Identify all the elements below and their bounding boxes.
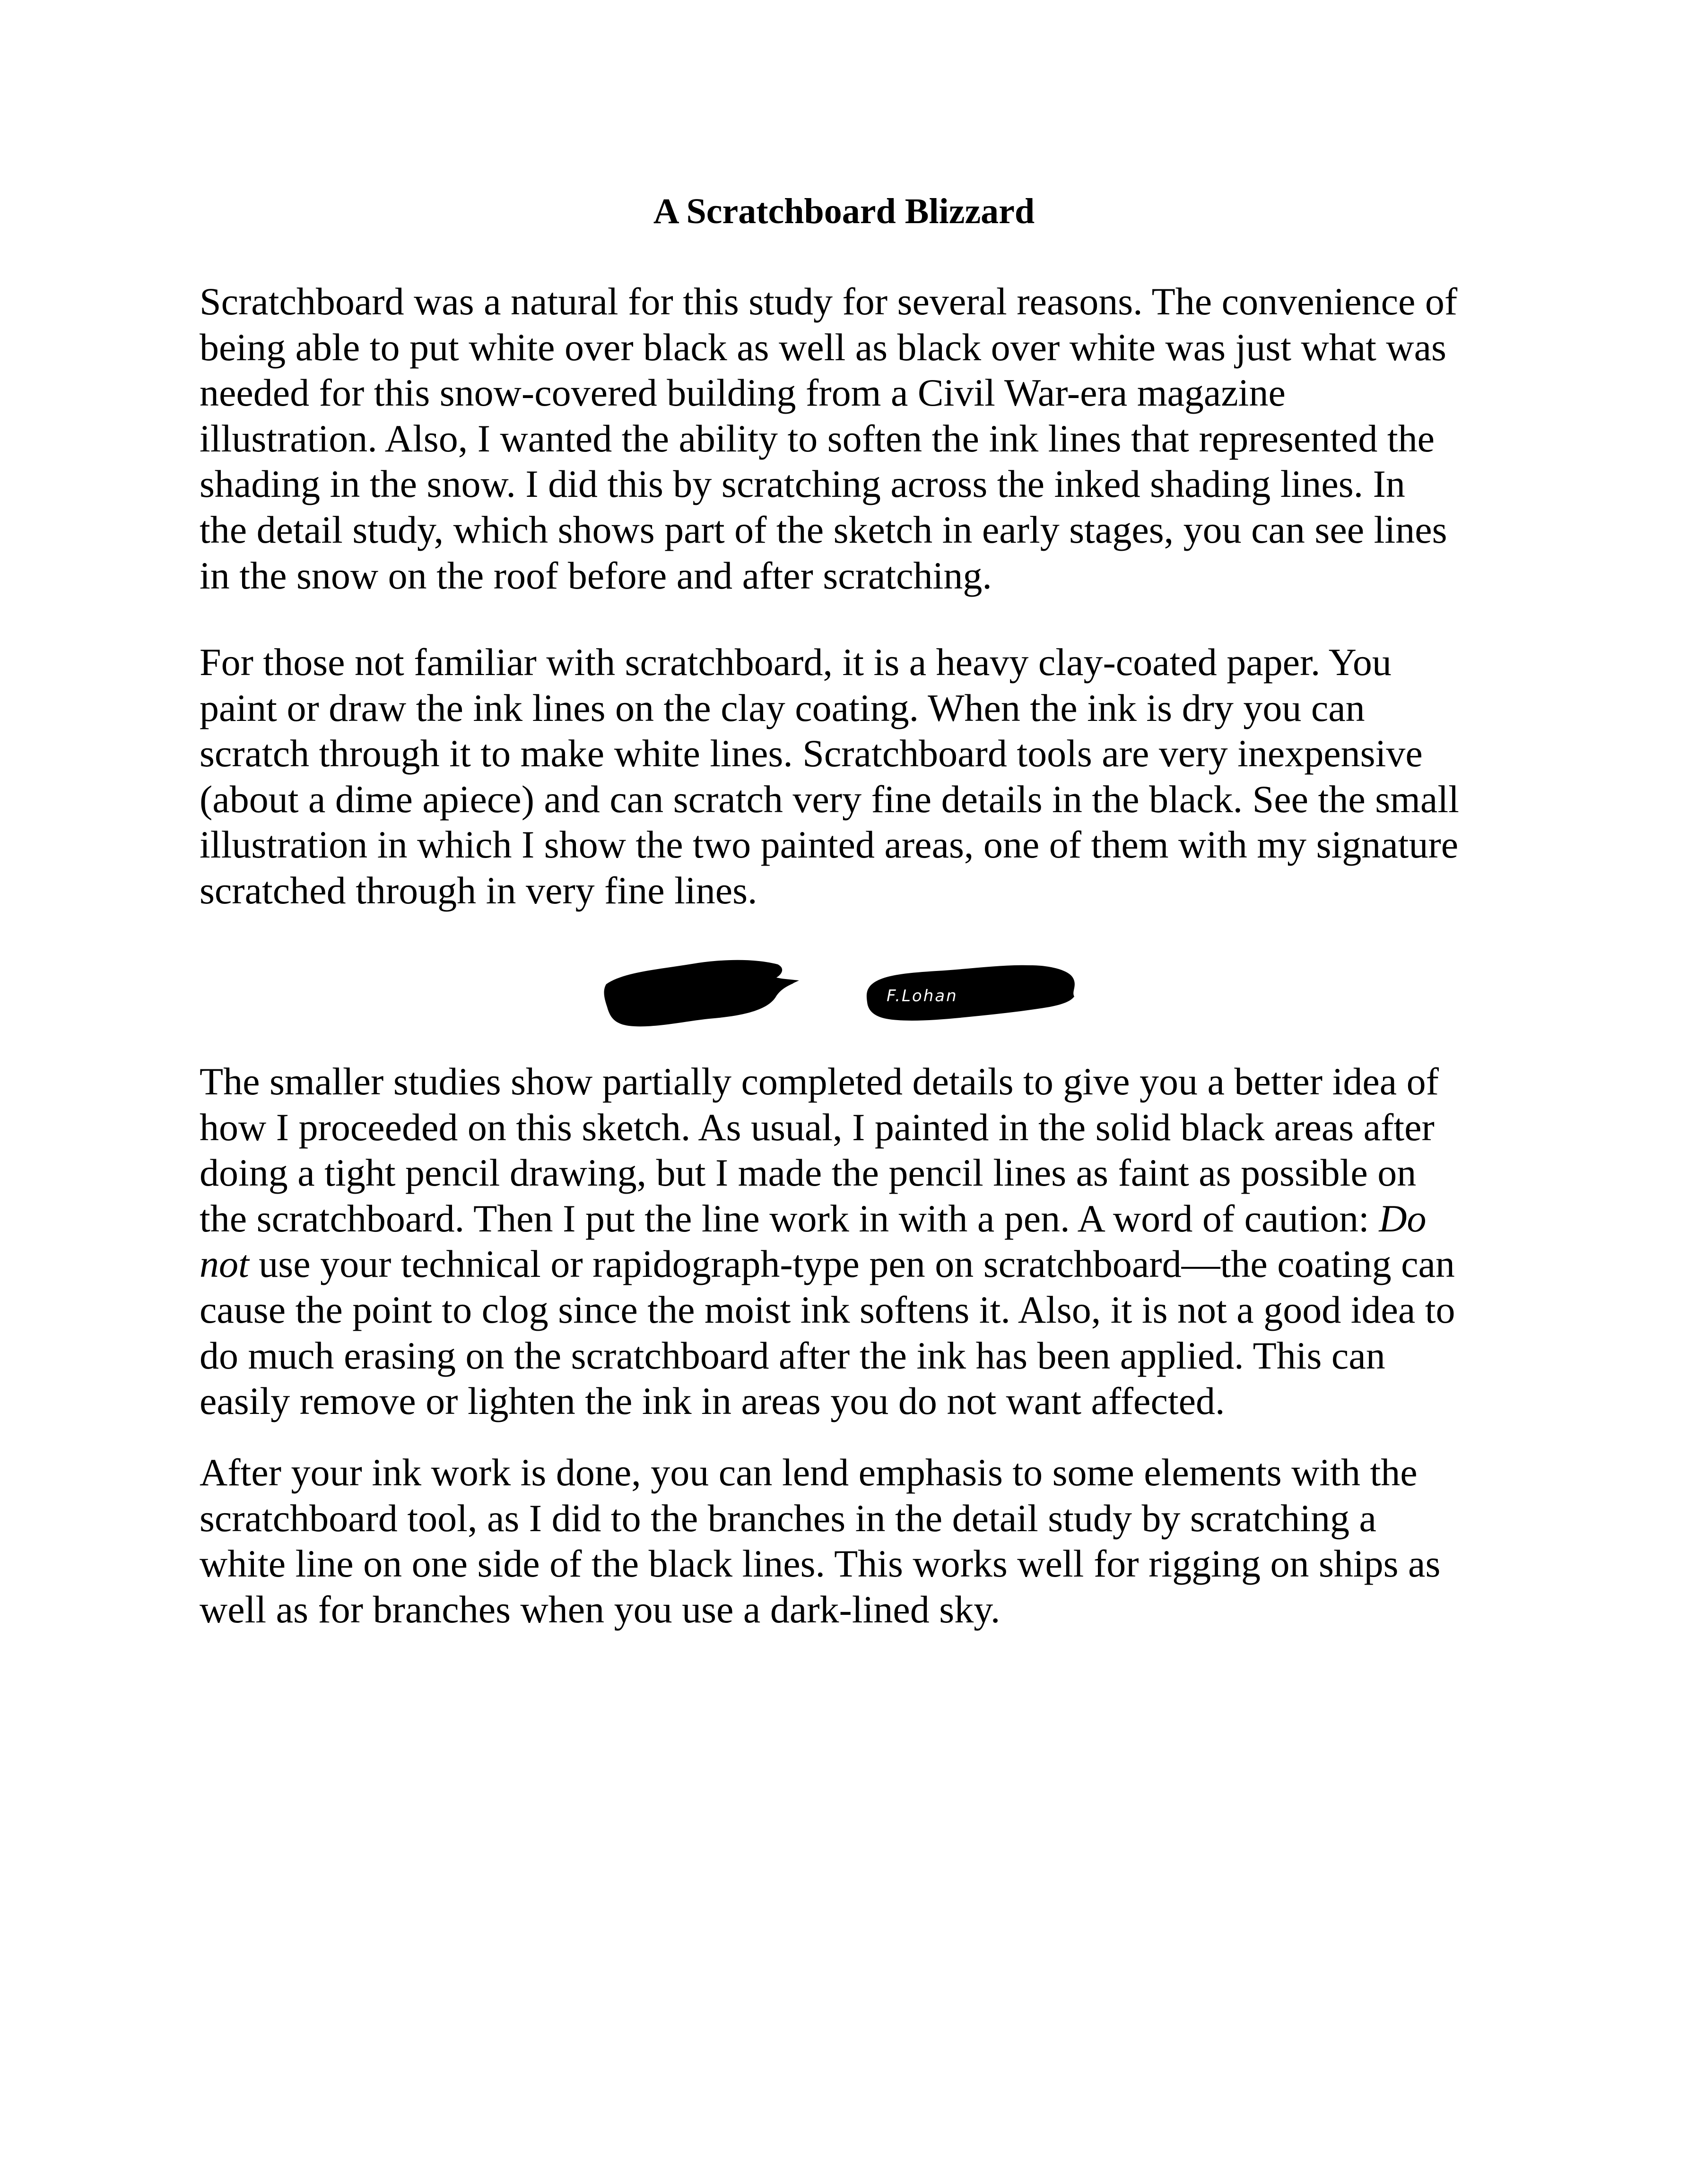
plain-ink-swatch — [604, 960, 793, 1027]
emphasis-text: not — [200, 1242, 249, 1286]
text-line: After your ink work is done, you can lend emphasis to some elements with the — [200, 1451, 1418, 1494]
text-line: shading in the snow. I did this by scratching across the inked shading lines. In — [200, 462, 1405, 506]
paragraph-4 — [200, 1450, 1495, 1632]
text-line: well as for branches when you use a dark-lined sky. — [200, 1587, 1001, 1631]
text-line: scratched through in very fine lines. — [200, 868, 757, 912]
text-line: The smaller studies show partially completed details to give you a better idea of — [200, 1060, 1439, 1103]
text-line: being able to put white over black as well as black over white was just what was — [200, 325, 1446, 369]
paragraph-2 — [200, 640, 1495, 914]
text-line: the detail study, which shows part of the sketch in early stages, you can see lines — [200, 508, 1447, 551]
text-segment: use your technical or rapidograph-type pen on scratchboard—the coating can — [259, 1242, 1455, 1286]
scratchboard-sample-figure — [596, 945, 1092, 1049]
text-line: paint or draw the ink lines on the clay coating. When the ink is dry you can — [200, 686, 1365, 729]
text-line — [200, 1196, 1495, 1242]
scratched-signature: F.Lohan — [887, 987, 958, 1005]
text-line: scratchboard tool, as I did to the branches in the detail study by scratching a — [200, 1496, 1376, 1540]
text-line: needed for this snow-covered building from a Civil War-era magazine — [200, 371, 1286, 415]
paragraph-3 — [200, 1059, 1495, 1424]
text-line — [200, 1241, 1495, 1287]
text-line: white line on one side of the black lines. This works well for rigging on ships as — [200, 1542, 1441, 1586]
page-title: A Scratchboard Blizzard — [653, 191, 1035, 231]
emphasis-text: Do — [1379, 1196, 1427, 1240]
text-line: cause the point to clog since the moist ink softens it. Also, it is not a good idea to — [200, 1288, 1455, 1331]
text-line: do much erasing on the scratchboard after the ink has been applied. This can — [200, 1334, 1385, 1377]
text-segment: the scratchboard. Then I put the line work in with a pen. A word of caution: — [200, 1196, 1369, 1240]
text-line: scratch through it to make white lines. Scratchboard tools are very inexpensive — [200, 732, 1423, 775]
text-line: Scratchboard was a natural for this study for several reasons. The convenience of — [200, 280, 1458, 323]
text-line: (about a dime apiece) and can scratch very fine details in the black. See the small — [200, 777, 1459, 821]
text-line: how I proceeded on this sketch. As usual, I painted in the solid black areas after — [200, 1105, 1435, 1149]
ink-swatches-illustration — [596, 945, 1092, 1049]
text-line: in the snow on the roof before and after scratching. — [200, 554, 992, 597]
text-line: For those not familiar with scratchboard, it is a heavy clay-coated paper. You — [200, 641, 1392, 684]
text-line: illustration in which I show the two painted areas, one of them with my signature — [200, 823, 1459, 867]
paragraph-1 — [200, 279, 1495, 598]
text-line: doing a tight pencil drawing, but I made the pencil lines as faint as possible on — [200, 1151, 1417, 1195]
text-line: easily remove or lighten the ink in areas you do not want affected. — [200, 1379, 1225, 1423]
text-line: illustration. Also, I wanted the ability to soften the ink lines that represented the — [200, 416, 1435, 460]
